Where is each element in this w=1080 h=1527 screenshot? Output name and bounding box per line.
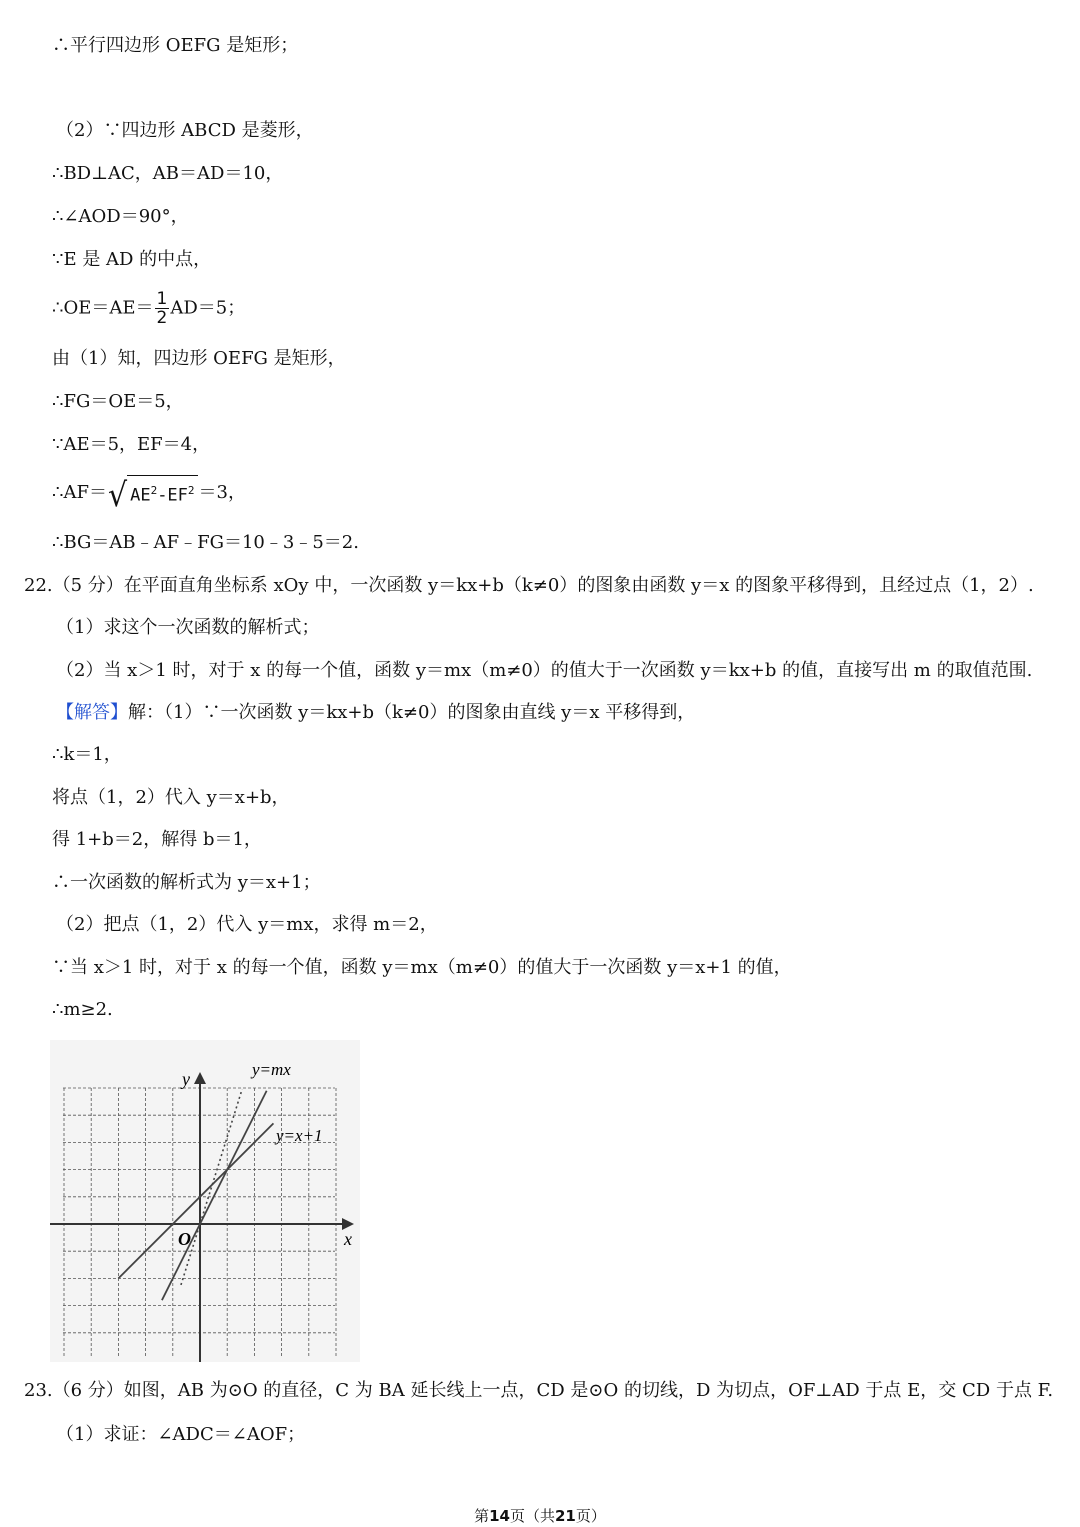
square-root <box>107 475 198 515</box>
text-line-sqrt <box>52 475 246 515</box>
question-22-part-1: （1）求这个一次函数的解析式； <box>56 617 320 638</box>
text-line: 由（1）知，四边形 OEFG 是矩形， <box>52 348 346 369</box>
line-mx-label: y=mx <box>252 1060 291 1079</box>
text-line: ∵当 x＞1 时，对于 x 的每一个值，函数 y＝mx（m≠0）的值大于一次函数 y＝x+1 的值， <box>52 957 792 978</box>
text-line: ∴一次函数的解析式为 y＝x+1； <box>52 872 321 893</box>
radicand: $AE^2-EF^2$ <box>127 475 197 509</box>
x-axis-label: x <box>344 1229 352 1249</box>
question-23-part-1: （1）求证：∠ADC＝∠AOF； <box>56 1424 306 1445</box>
text-segment: ＝3， <box>198 481 246 503</box>
text-line: ∴BG＝AB﹣AF﹣FG＝10﹣3﹣5＝2. <box>52 532 359 553</box>
text-segment: ∴AF＝ <box>52 481 107 503</box>
fraction <box>155 290 170 327</box>
question-22-stem: 22.（5 分）在平面直角坐标系 xOy 中，一次函数 y＝kx+b（k≠0）的图象由函数 y＝x 的图象平移得到，且经过点（1，2）. <box>24 575 1034 596</box>
text-line: ∴BD⊥AC，AB＝AD＝10， <box>52 163 284 184</box>
fraction-denominator: 2 <box>156 308 168 328</box>
text-line: ∵E 是 AD 的中点， <box>52 249 212 270</box>
radical-sign-icon: √ <box>107 475 128 515</box>
text-line: ∴k＝1， <box>52 744 122 765</box>
answer-tag: 【解答】 <box>56 702 128 723</box>
text-line: （2）把点（1，2）代入 y＝mx，求得 m＝2， <box>56 914 438 935</box>
text-line: 将点（1，2）代入 y＝x+b， <box>52 787 290 808</box>
question-23-stem: 23.（6 分）如图，AB 为⊙O 的直径，C 为 BA 延长线上一点，CD 是⊙O 的切线，D 为切点，OF⊥AD 于点 E，交 CD 于点 F. <box>24 1380 1054 1401</box>
text-line-fraction <box>52 290 245 327</box>
text-line: ∴∠AOD＝90°， <box>52 206 189 227</box>
text-line: ∴m≥2. <box>52 999 113 1020</box>
text-line: ∵AE＝5，EF＝4， <box>52 434 211 455</box>
text-line: 得 1+b＝2，解得 b＝1， <box>52 829 262 850</box>
text-line: ∴平行四边形 OEFG 是矩形； <box>52 35 299 56</box>
function-graph <box>50 1040 360 1362</box>
page-footer: 第14页（共21页） <box>474 1507 606 1525</box>
text-line: （2）∵四边形 ABCD 是菱形， <box>56 120 314 141</box>
origin-label: O <box>178 1229 191 1249</box>
text-segment: AD＝5； <box>170 297 246 319</box>
total-pages: 21 <box>555 1507 576 1525</box>
answer-line <box>56 700 695 726</box>
text-line: ∴FG＝OE＝5， <box>52 391 184 412</box>
y-axis-label: y <box>182 1069 190 1089</box>
text-segment: 解：（1）∵一次函数 y＝kx+b（k≠0）的图象由直线 y＝x 平移得到， <box>128 702 696 723</box>
fraction-numerator: 1 <box>156 289 168 309</box>
question-22-part-2: （2）当 x＞1 时，对于 x 的每一个值，函数 y＝mx（m≠0）的值大于一次函数 y＝kx+b 的值，直接写出 m 的取值范围. <box>56 660 1033 681</box>
current-page: 14 <box>489 1507 510 1525</box>
line-x-plus-1-label: y=x+1 <box>276 1126 323 1145</box>
text-segment: ∴OE＝AE＝ <box>52 297 154 319</box>
